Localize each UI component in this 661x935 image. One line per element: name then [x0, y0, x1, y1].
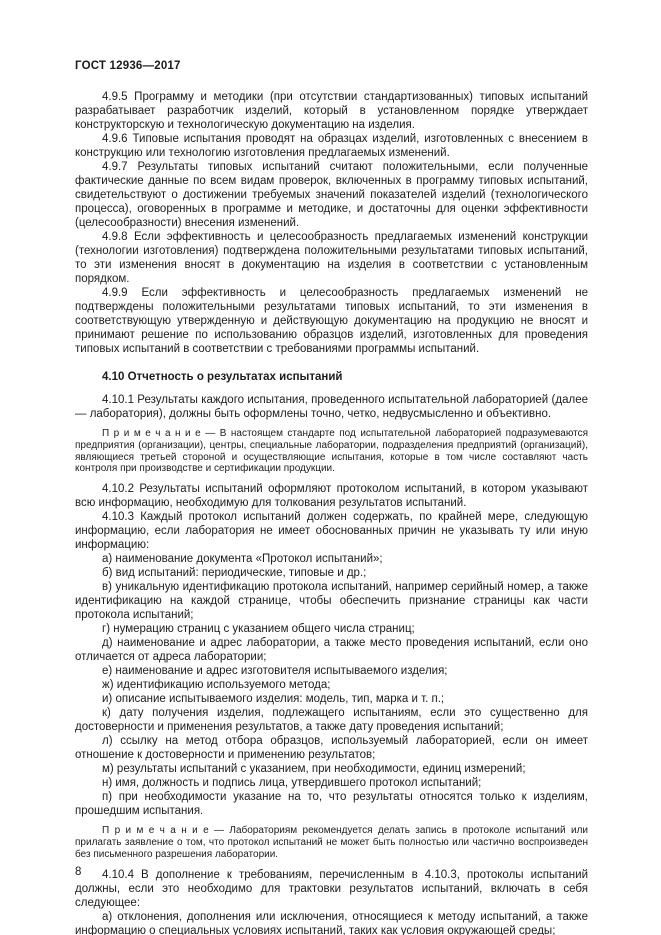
page-number: 8 — [75, 866, 82, 878]
list-item: а) наименование документа «Протокол испытаний»; — [102, 553, 383, 566]
list-item: д) наименование и адрес лаборатории, а также место проведения испытаний, если оно отличается от адреса лаборатории; — [75, 637, 588, 664]
document-header: ГОСТ 12936—2017 — [75, 60, 181, 72]
list-item: и) описание испытываемого изделия: модель, тип, марка и т. п.; — [102, 693, 445, 706]
list-item: ж) идентификацию используемого метода; — [102, 679, 331, 692]
paragraph: 4.10.2 Результаты испытаний оформляют протоколом испытаний, в котором указывают всю информацию, необходимую для толкования результатов испытаний. — [75, 483, 588, 510]
list-item: б) вид испытаний: периодические, типовые и др.; — [102, 567, 367, 580]
list-item: к) дату получения изделия, подлежащего испытаниям, если это существенно для достоверности и применения результатов, а также дату проведения испытаний; — [75, 707, 588, 734]
list-item: а) отклонения, дополнения или исключения, относящиеся к методу испытаний, а также информацию о специальных условиях испытаний, таких как условия окружающей среды; — [75, 910, 588, 935]
paragraph: 4.10.1 Результаты каждого испытания, проведенного испытательной лабораторией (далее — лаборатория), должны быть оформлены точно, четко, недвусмысленно и объективно. — [75, 394, 588, 420]
paragraph: 4.9.9 Если эффективность и целесообразность предлагаемых изменений не подтверждены положительными результатами типовых испытаний, то эти изменения в соответствующую утвержденную и действующую документацию на продукцию не вносят и принимают решение по использованию образцов изделий, изготовленных для проведения типовых испытаний в соответствии с требованиями программы испытаний. — [75, 287, 588, 355]
paragraph: 4.10.4 В дополнение к требованиям, перечисленным в 4.10.3, протоколы испытаний должны, если это необходимо для трактовки результатов испытаний, включать в себя следующее: — [75, 868, 588, 909]
list-item: в) уникальную идентификацию протокола испытаний, например серийный номер, а также идентификацию на каждой странице, чтобы обеспечить признание страницы как части протокола испытаний; — [75, 581, 588, 622]
note-paragraph: П р и м е ч а н и е — В настоящем стандарте под испытательной лабораторией подразумеваются предприятия (организации), центры, специальные лаборатории, подразделения предприятий (организаций), являющиеся третьей стороной и осуществляющие испытания, которые в том числе составляют часть контроля при производстве и сертификации продукции. — [75, 428, 588, 475]
paragraph: 4.9.7 Результаты типовых испытаний считают положительными, если полученные фактические данные по всем видам проверок, включенных в программу типовых испытаний, свидетельствуют о достижении требуемых значений показателей изделий (технологического процесса), оговоренных в программе и методике, и достаточны для оценки эффективности (целесообразности) внесения изменений. — [75, 161, 588, 229]
list-item: е) наименование и адрес изготовителя испытываемого изделия; — [102, 665, 448, 678]
document-body — [75, 90, 588, 935]
paragraph: 4.9.6 Типовые испытания проводят на образцах изделий, изготовленных с внесением в конструкцию или технологию изготовления предлагаемых изменений. — [75, 133, 588, 159]
list-item: н) имя, должность и подпись лица, утвердившего протокол испытаний; — [102, 777, 482, 790]
section-heading: 4.10 Отчетность о результатах испытаний — [102, 371, 343, 383]
list-item: г) нумерацию страниц с указанием общего числа страниц; — [102, 623, 415, 636]
list-item: м) результаты испытаний с указанием, при необходимости, единиц измерений; — [102, 763, 526, 776]
paragraph: 4.10.3 Каждый протокол испытаний должен содержать, по крайней мере, следующую информацию, если лаборатория не имеет обоснованных причин не указывать ту или иную информацию: — [75, 511, 588, 552]
note-paragraph: П р и м е ч а н и е — Лабораториям рекомендуется делать запись в протоколе испытаний или прилагать заявление о том, что протокол испытаний не может быть полностью или частично воспроизведен без письменного разрешения лаборатории. — [75, 825, 588, 860]
paragraph: 4.9.8 Если эффективность и целесообразность предлагаемых изменений конструкции (технологии изготовления) подтверждена положительными результатами типовых испытаний, то эти изменения вносят в документацию на изделия в соответствии с установленным порядком. — [75, 231, 588, 285]
paragraph: 4.9.5 Программу и методики (при отсутствии стандартизованных) типовых испытаний разрабатывает разработчик изделий, который в установленном порядке утверждает конструкторскую и технологическую документацию на изделия. — [75, 91, 588, 131]
list-item: п) при необходимости указание на то, что результаты относятся только к изделиям, прошедшим испытания. — [75, 791, 588, 818]
list-item: л) ссылку на метод отбора образцов, используемый лабораторией, если он имеет отношение к достоверности и применению результатов; — [75, 735, 588, 762]
